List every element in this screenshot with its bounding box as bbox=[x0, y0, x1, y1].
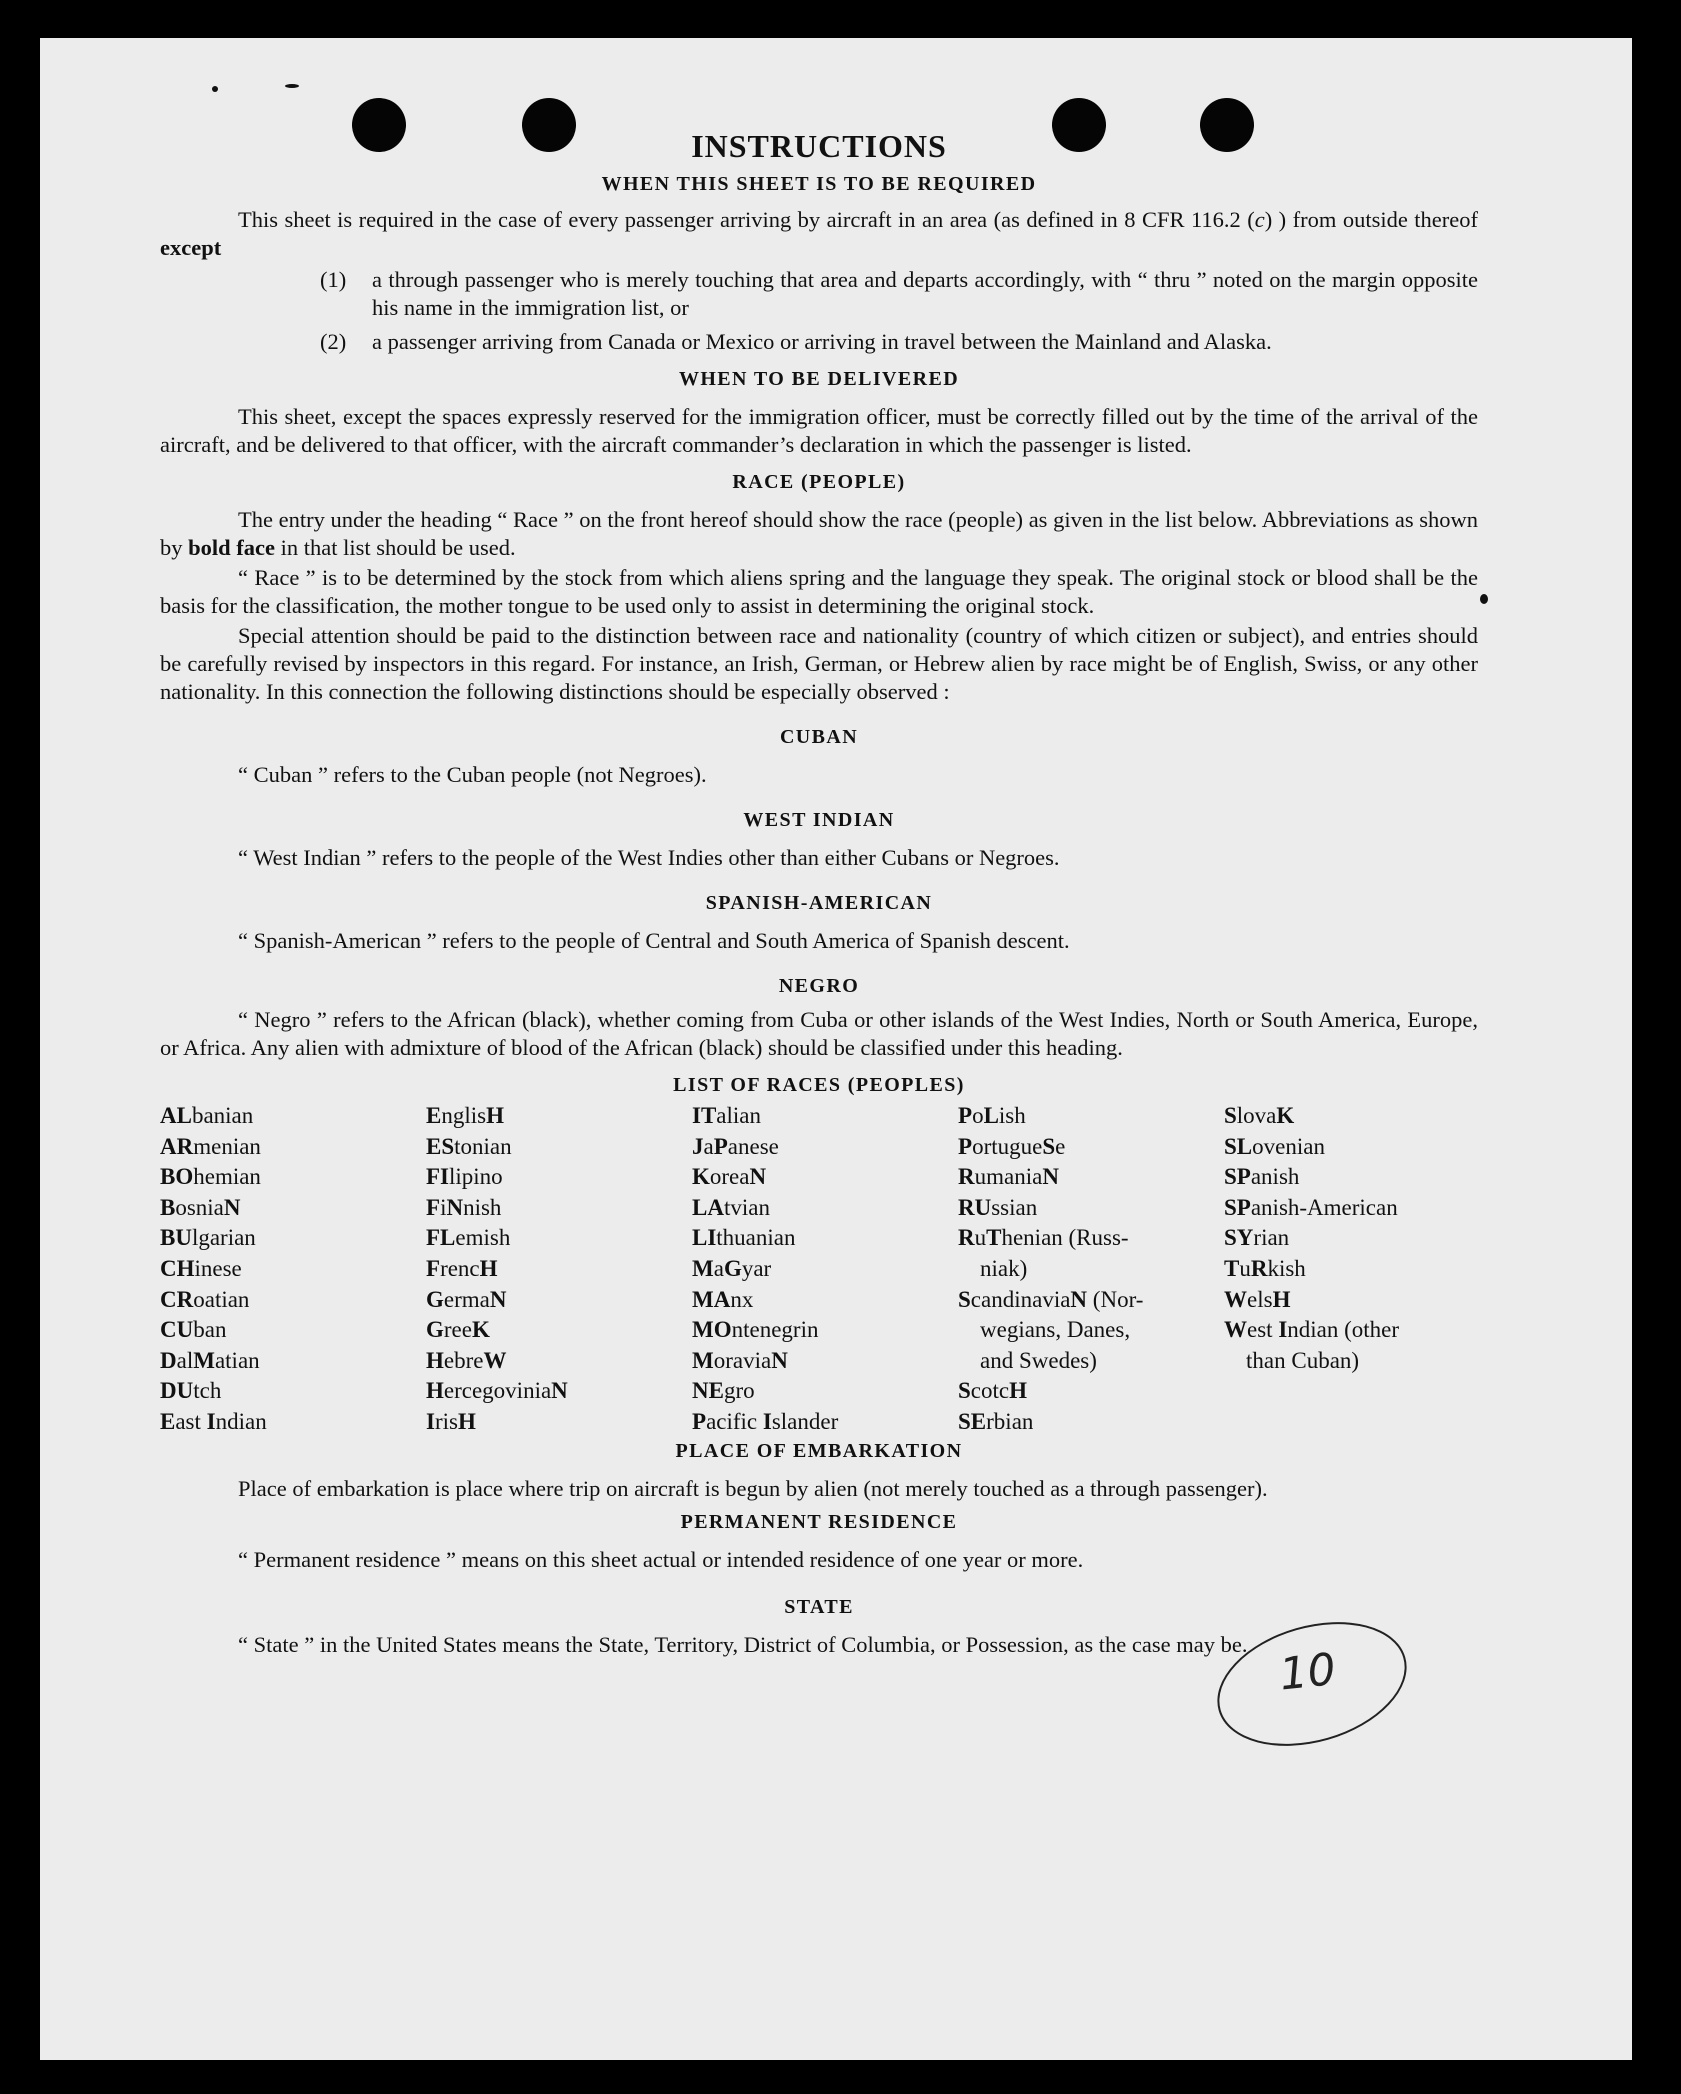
intro-part-a: This sheet is required in the case of every passenger arriving by aircraft in an area (as defined in 8 CFR 116.2 ( bbox=[238, 207, 1255, 232]
race-abbrev-letters: H bbox=[479, 1255, 498, 1281]
race-abbrev-letters: H bbox=[426, 1347, 444, 1373]
race-text: anish-American bbox=[1250, 1194, 1398, 1220]
exception-number: (1) bbox=[320, 267, 347, 292]
race-text: inese bbox=[194, 1255, 242, 1281]
race-text: menian bbox=[193, 1133, 261, 1159]
race-abbrev-letters: R bbox=[1250, 1255, 1268, 1281]
race-entry bbox=[958, 1101, 1224, 1132]
races-column bbox=[1224, 1101, 1478, 1438]
race-abbrev-letters: J bbox=[692, 1133, 704, 1159]
races-column bbox=[958, 1101, 1224, 1438]
race-text: lova bbox=[1236, 1103, 1277, 1128]
race-entry bbox=[692, 1315, 958, 1346]
race-abbrev-letters: K bbox=[1276, 1103, 1295, 1128]
section-heading-state: STATE bbox=[784, 1595, 854, 1618]
race-abbrev-letters: E bbox=[160, 1408, 176, 1434]
race-text: ntenegrin bbox=[731, 1317, 819, 1343]
race-text: renc bbox=[440, 1255, 480, 1281]
race-entry bbox=[160, 1376, 426, 1407]
race-abbrev-letters: G bbox=[426, 1317, 444, 1343]
race-entry bbox=[958, 1285, 1224, 1316]
race-text: els bbox=[1247, 1286, 1273, 1312]
races-list bbox=[160, 1101, 1478, 1438]
section-heading-cuban: CUBAN bbox=[779, 726, 859, 748]
section-heading-when-required: WHEN THIS SHEET IS TO BE REQUIRED bbox=[601, 173, 1037, 195]
race-entry bbox=[692, 1376, 958, 1407]
race-text: orea bbox=[709, 1164, 750, 1190]
race-text: al bbox=[176, 1347, 194, 1373]
race-entry bbox=[1224, 1223, 1478, 1254]
race-entry bbox=[958, 1193, 1224, 1224]
race-abbrev-letters: R bbox=[958, 1164, 975, 1190]
race-entry bbox=[160, 1132, 426, 1163]
race-text: umania bbox=[974, 1164, 1043, 1190]
scan-speck bbox=[212, 86, 218, 92]
race-abbrev-letters: RU bbox=[958, 1194, 992, 1220]
race-abbrev-letters: H bbox=[426, 1378, 444, 1404]
race-abbrev-letters: FL bbox=[426, 1225, 456, 1251]
race-text: ban bbox=[193, 1317, 227, 1343]
race-entry bbox=[426, 1346, 692, 1377]
race-abbrev-letters: S bbox=[958, 1286, 971, 1312]
race-entry bbox=[958, 1254, 1224, 1285]
race-text: niak) bbox=[980, 1255, 1028, 1281]
race-p1-part-b: in that list should be used. bbox=[275, 535, 516, 560]
embarkation-text: Place of embarkation is place where trip on aircraft is begun by alien (not merely touched as a through passenger). bbox=[238, 1475, 1268, 1501]
race-entry bbox=[426, 1132, 692, 1163]
race-abbrev-letters: SP bbox=[1224, 1164, 1251, 1190]
race-abbrev-letters: P bbox=[958, 1103, 973, 1128]
race-entry bbox=[426, 1315, 692, 1346]
race-abbrev-letters: N bbox=[1042, 1164, 1059, 1190]
race-abbrev-letters: LI bbox=[692, 1225, 717, 1251]
race-abbrev-letters: FI bbox=[426, 1164, 449, 1190]
section-heading-residence: PERMANENT RESIDENCE bbox=[680, 1510, 958, 1533]
race-abbrev-letters: MA bbox=[692, 1286, 731, 1312]
race-text: ercegovinia bbox=[443, 1378, 552, 1404]
scan-speck bbox=[1480, 594, 1488, 604]
spanish-american-text: “ Spanish-American ” refers to the people of Central and South America of Spanish descent. bbox=[238, 928, 1070, 953]
race-text: cotc bbox=[970, 1378, 1010, 1404]
race-paragraph-2: “ Race ” is to be determined by the stock from which aliens spring and the language they speak. The original stock or blood shall be the basis for the classification, the mother tongue to be used only to assist in determining the original stock. bbox=[160, 565, 1478, 618]
race-abbrev-letters: IT bbox=[692, 1103, 717, 1128]
race-entry bbox=[958, 1132, 1224, 1163]
race-entry bbox=[1224, 1193, 1478, 1224]
race-abbrev-letters: N bbox=[771, 1347, 788, 1373]
section-heading-negro: NEGRO bbox=[778, 975, 860, 997]
race-abbrev-letters: BO bbox=[160, 1164, 194, 1190]
races-column bbox=[692, 1101, 958, 1438]
race-abbrev-letters: SL bbox=[1224, 1133, 1253, 1159]
residence-text: “ Permanent residence ” means on this sheet actual or intended residence of one year or more. bbox=[238, 1546, 1084, 1572]
race-entry bbox=[160, 1254, 426, 1285]
race-abbrev-letters: P bbox=[692, 1408, 707, 1434]
race-text: ish bbox=[998, 1103, 1026, 1128]
race-text: tonian bbox=[454, 1133, 512, 1159]
race-entry bbox=[426, 1101, 692, 1132]
race-abbrev-letters: B bbox=[160, 1194, 176, 1220]
race-abbrev-letters: SE bbox=[958, 1408, 987, 1434]
race-entry bbox=[426, 1162, 692, 1193]
race-entry bbox=[160, 1407, 426, 1438]
exception-number: (2) bbox=[320, 329, 347, 354]
race-paragraph-1 bbox=[160, 506, 1478, 562]
race-entry bbox=[160, 1346, 426, 1377]
race-entry bbox=[958, 1376, 1224, 1407]
race-abbrev-letters: AR bbox=[160, 1133, 194, 1159]
race-text: i bbox=[440, 1194, 447, 1220]
race-entry bbox=[692, 1254, 958, 1285]
race-text: ssian bbox=[991, 1194, 1038, 1220]
race-abbrev-letters: S bbox=[1224, 1103, 1237, 1128]
race-abbrev-letters: T bbox=[1224, 1255, 1240, 1281]
race-text: rian bbox=[1253, 1225, 1290, 1251]
race-abbrev-letters: E bbox=[426, 1103, 442, 1128]
race-abbrev-letters: SY bbox=[1224, 1225, 1254, 1251]
race-text: hemian bbox=[193, 1164, 261, 1190]
race-text: and Swedes) bbox=[980, 1347, 1097, 1373]
cuban-text: “ Cuban ” refers to the Cuban people (not Negroes). bbox=[238, 762, 707, 787]
race-abbrev-letters: W bbox=[1224, 1286, 1247, 1312]
race-text: ast bbox=[175, 1408, 207, 1434]
race-abbrev-letters: W bbox=[1224, 1317, 1247, 1343]
race-abbrev-letters: DU bbox=[160, 1378, 194, 1404]
race-abbrev-letters: L bbox=[983, 1103, 999, 1128]
race-abbrev-letters: D bbox=[160, 1347, 177, 1373]
exception-text: a passenger arriving from Canada or Mexico or arriving in travel between the Mainland and Alaska. bbox=[372, 329, 1272, 354]
race-entry bbox=[1224, 1315, 1478, 1346]
race-text: henian (Russ- bbox=[1001, 1225, 1129, 1251]
race-entry bbox=[692, 1346, 958, 1377]
race-abbrev-letters: AL bbox=[160, 1103, 192, 1128]
race-abbrev-letters: I bbox=[206, 1408, 216, 1434]
race-text: u bbox=[974, 1225, 987, 1251]
race-abbrev-letters: R bbox=[958, 1225, 975, 1251]
race-entry bbox=[1224, 1101, 1478, 1132]
race-abbrev-letters: S bbox=[958, 1378, 971, 1404]
race-abbrev-letters: W bbox=[483, 1347, 507, 1373]
race-entry bbox=[692, 1223, 958, 1254]
instructions-content bbox=[160, 128, 1478, 1659]
race-abbrev-letters: I bbox=[1278, 1317, 1288, 1343]
race-abbrev-letters: N bbox=[551, 1378, 568, 1404]
race-entry bbox=[1224, 1346, 1478, 1377]
race-text: e bbox=[1055, 1133, 1066, 1159]
race-abbrev-letters: BU bbox=[160, 1225, 192, 1251]
race-entry bbox=[160, 1223, 426, 1254]
race-entry bbox=[426, 1223, 692, 1254]
race-entry bbox=[1224, 1285, 1478, 1316]
race-abbrev-letters: M bbox=[692, 1255, 714, 1281]
race-text: ovenian bbox=[1252, 1133, 1325, 1159]
race-text: ebre bbox=[443, 1347, 484, 1373]
race-entry bbox=[958, 1346, 1224, 1377]
race-p1-bold: bold face bbox=[188, 535, 275, 560]
race-text: ortugue bbox=[972, 1133, 1043, 1159]
race-abbrev-letters: S bbox=[1042, 1133, 1056, 1159]
handwritten-number: 10 bbox=[1277, 1643, 1339, 1701]
race-text: oatian bbox=[193, 1286, 250, 1312]
when-delivered-text: This sheet, except the spaces expressly reserved for the immigration officer, must be correctly filled out by the time of the arrival of the aircraft, and be delivered to that officer, with the aircraft commander’s declaration in which the passenger is listed. bbox=[160, 404, 1478, 457]
race-p1-part-a: The entry under the heading “ Race ” on the front hereof should show the race (people) as given in the list below. Abbreviations as shown by bbox=[160, 507, 1478, 560]
race-abbrev-letters: K bbox=[692, 1164, 710, 1190]
race-entry bbox=[692, 1407, 958, 1438]
race-abbrev-letters: K bbox=[471, 1317, 490, 1343]
race-abbrev-letters: F bbox=[426, 1194, 441, 1220]
race-text: a bbox=[703, 1133, 714, 1159]
race-text: anish bbox=[1250, 1164, 1300, 1190]
race-abbrev-letters: G bbox=[723, 1255, 742, 1281]
state-text: “ State ” in the United States means the State, Territory, District of Columbia, or Possession, as the case may be. bbox=[238, 1631, 1248, 1657]
race-abbrev-letters: F bbox=[426, 1255, 441, 1281]
race-entry bbox=[426, 1376, 692, 1407]
race-entry bbox=[426, 1285, 692, 1316]
race-entry bbox=[958, 1315, 1224, 1346]
race-abbrev-letters: N bbox=[1070, 1286, 1088, 1312]
race-text: yar bbox=[741, 1255, 772, 1281]
race-text: atian bbox=[214, 1347, 260, 1373]
exception-text: a through passenger who is merely touching that area and departs accordingly, with “ thru ” noted on the margin opposite his name in the immigration list, or bbox=[372, 267, 1478, 320]
race-text: tvian bbox=[723, 1194, 770, 1220]
race-text: osnia bbox=[175, 1194, 224, 1220]
race-text: acific bbox=[706, 1408, 763, 1434]
race-entry bbox=[160, 1162, 426, 1193]
race-abbrev-letters: P bbox=[713, 1133, 728, 1159]
race-abbrev-letters: LA bbox=[692, 1194, 724, 1220]
intro-except: except bbox=[160, 235, 222, 260]
race-text: a bbox=[713, 1255, 724, 1281]
race-abbrev-letters: N bbox=[489, 1286, 507, 1312]
race-text: nish bbox=[463, 1194, 502, 1220]
race-entry bbox=[958, 1407, 1224, 1438]
section-heading-west-indian: WEST INDIAN bbox=[743, 809, 895, 831]
race-text: oravia bbox=[713, 1347, 772, 1373]
race-abbrev-letters: H bbox=[457, 1408, 476, 1434]
section-heading-race: RACE (PEOPLE) bbox=[732, 471, 906, 493]
race-text: erma bbox=[443, 1286, 490, 1312]
race-text: ndian (other bbox=[1287, 1317, 1400, 1343]
race-abbrev-letters: CR bbox=[160, 1286, 194, 1312]
race-abbrev-letters: N bbox=[446, 1194, 464, 1220]
race-text: tch bbox=[193, 1378, 222, 1404]
race-text: alian bbox=[716, 1103, 761, 1128]
race-text: gro bbox=[723, 1378, 755, 1404]
race-text: slander bbox=[771, 1408, 839, 1434]
race-text: lgarian bbox=[191, 1225, 256, 1251]
scan-speck bbox=[285, 84, 299, 88]
race-entry bbox=[1224, 1132, 1478, 1163]
race-entry bbox=[692, 1101, 958, 1132]
exception-item bbox=[320, 328, 1478, 356]
race-text: banian bbox=[191, 1103, 254, 1128]
race-abbrev-letters: NE bbox=[692, 1378, 724, 1404]
race-entry bbox=[958, 1162, 1224, 1193]
race-abbrev-letters: H bbox=[486, 1103, 504, 1128]
race-text: est bbox=[1247, 1317, 1279, 1343]
race-text: emish bbox=[455, 1225, 511, 1251]
race-entry bbox=[426, 1407, 692, 1438]
race-entry bbox=[692, 1162, 958, 1193]
race-entry bbox=[160, 1315, 426, 1346]
race-abbrev-letters: M bbox=[692, 1347, 714, 1373]
intro-part-b: ) ) from outside thereof bbox=[1264, 207, 1478, 232]
negro-text: “ Negro ” refers to the African (black), whether coming from Cuba or other islands of the West Indies, North or South America, Europe, or Africa. Any alien with admixture of blood of the African (black) should be classified under this heading. bbox=[160, 1007, 1478, 1060]
race-entry bbox=[692, 1132, 958, 1163]
races-column bbox=[160, 1101, 426, 1438]
intro-c: c bbox=[1254, 207, 1265, 232]
race-abbrev-letters: H bbox=[1272, 1286, 1291, 1312]
race-text: rbian bbox=[986, 1408, 1034, 1434]
race-entry bbox=[426, 1254, 692, 1285]
race-paragraph-3: Special attention should be paid to the distinction between race and nationality (country of which citizen or subject), and entries should be carefully revised by inspectors in this regard. For instance, an Irish, German, or Hebrew alien by race might be of English, Swiss, or any other nationality. In this connection the following distinctions should be especially observed : bbox=[160, 623, 1478, 704]
race-entry bbox=[160, 1101, 426, 1132]
race-abbrev-letters: SP bbox=[1224, 1194, 1251, 1220]
race-text: kish bbox=[1267, 1255, 1306, 1281]
race-entry bbox=[426, 1193, 692, 1224]
race-text: nx bbox=[730, 1286, 754, 1312]
section-heading-spanish-american: SPANISH-AMERICAN bbox=[705, 892, 933, 914]
race-abbrev-letters: CH bbox=[160, 1255, 195, 1281]
race-text: wegians, Danes, bbox=[980, 1317, 1131, 1343]
race-text: o bbox=[972, 1103, 984, 1128]
race-entry bbox=[692, 1285, 958, 1316]
race-abbrev-letters: N bbox=[223, 1194, 241, 1220]
race-abbrev-letters: I bbox=[762, 1408, 772, 1434]
race-text: (Nor- bbox=[1087, 1286, 1144, 1312]
race-entry bbox=[160, 1285, 426, 1316]
race-text: than Cuban) bbox=[1246, 1347, 1360, 1373]
race-abbrev-letters: MO bbox=[692, 1317, 732, 1343]
section-heading-embarkation: PLACE OF EMBARKATION bbox=[675, 1439, 963, 1462]
section-heading-list-of-races: LIST OF RACES (PEOPLES) bbox=[673, 1074, 965, 1096]
race-text: candinavia bbox=[970, 1286, 1071, 1312]
race-text: ris bbox=[434, 1408, 458, 1434]
exception-item bbox=[320, 266, 1478, 322]
race-abbrev-letters: ES bbox=[426, 1133, 455, 1159]
race-text: anese bbox=[727, 1133, 779, 1159]
race-text: ndian bbox=[215, 1408, 267, 1434]
race-entry bbox=[958, 1223, 1224, 1254]
section-heading-when-delivered: WHEN TO BE DELIVERED bbox=[678, 368, 960, 390]
race-entry bbox=[1224, 1162, 1478, 1193]
race-abbrev-letters: N bbox=[749, 1164, 767, 1190]
races-column bbox=[426, 1101, 692, 1438]
race-text: nglis bbox=[441, 1103, 487, 1128]
race-entry bbox=[160, 1193, 426, 1224]
race-abbrev-letters: H bbox=[1009, 1378, 1027, 1404]
race-text: u bbox=[1239, 1255, 1251, 1281]
race-abbrev-letters: M bbox=[193, 1347, 215, 1373]
race-abbrev-letters: P bbox=[958, 1133, 973, 1159]
west-indian-text: “ West Indian ” refers to the people of the West Indies other than either Cubans or Negroes. bbox=[238, 845, 1060, 870]
race-abbrev-letters: CU bbox=[160, 1317, 194, 1343]
race-text: ree bbox=[443, 1317, 472, 1343]
race-abbrev-letters: G bbox=[426, 1286, 444, 1312]
race-text: lipino bbox=[449, 1164, 503, 1190]
race-entry bbox=[1224, 1254, 1478, 1285]
page-title: INSTRUCTIONS bbox=[691, 128, 947, 164]
when-required-intro bbox=[160, 206, 1478, 262]
race-text: thuanian bbox=[716, 1225, 796, 1251]
race-abbrev-letters: T bbox=[986, 1225, 1002, 1251]
race-abbrev-letters: I bbox=[426, 1408, 435, 1434]
race-entry bbox=[692, 1193, 958, 1224]
